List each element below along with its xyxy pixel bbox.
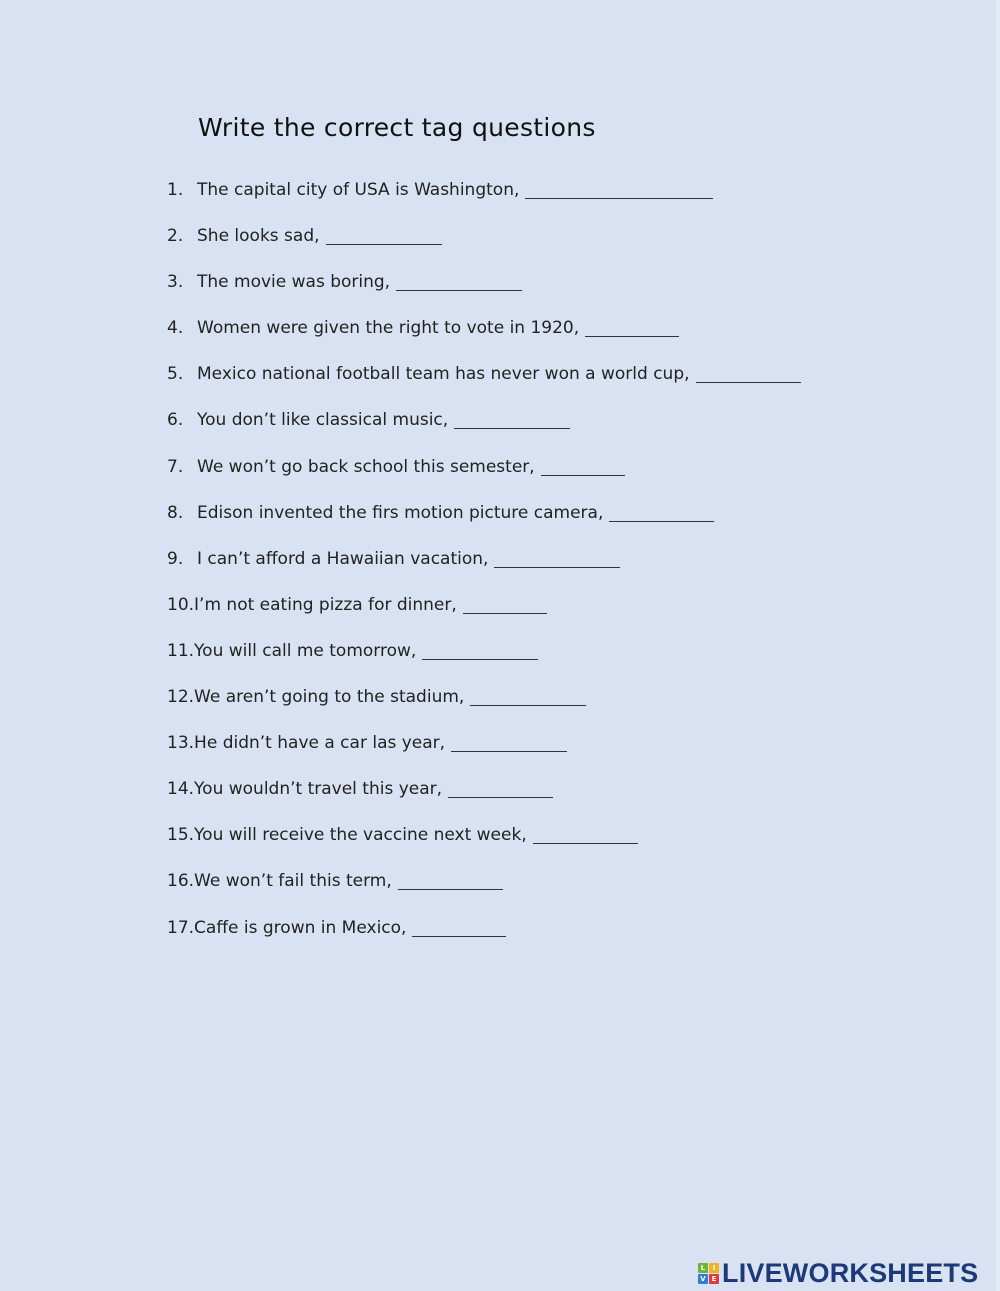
question-item	[167, 180, 801, 226]
logo-tile: V	[698, 1274, 708, 1284]
answer-blank[interactable]	[396, 272, 522, 291]
question-text: He didn’t have a car las year,	[194, 733, 446, 754]
question-number: 7.	[167, 456, 184, 477]
liveworksheets-logo	[698, 1258, 978, 1289]
question-number: 9.	[167, 548, 184, 569]
question-text: Edison invented the firs motion picture camera,	[197, 502, 604, 523]
question-text: We aren’t going to the stadium,	[194, 687, 465, 708]
answer-blank[interactable]	[696, 364, 801, 383]
question-number: 4.	[167, 318, 184, 339]
answer-blank[interactable]	[541, 457, 625, 476]
logo-tile: I	[709, 1263, 719, 1273]
answer-blank[interactable]	[448, 779, 553, 798]
question-item	[167, 918, 801, 964]
question-number: 10.	[167, 594, 195, 615]
question-text: The capital city of USA is Washington,	[197, 180, 520, 200]
question-text: Mexico national football team has never won a world cup,	[197, 364, 690, 385]
answer-blank[interactable]	[398, 871, 503, 890]
question-item	[167, 549, 801, 595]
question-text: We won’t fail this term,	[194, 871, 392, 892]
answer-blank[interactable]	[533, 825, 638, 844]
question-text: I’m not eating pizza for dinner,	[194, 594, 457, 615]
question-number: 12.	[167, 687, 195, 708]
question-text: She looks sad,	[197, 226, 320, 247]
logo-tiles-icon	[698, 1263, 719, 1284]
question-text: You don’t like classical music,	[197, 410, 449, 431]
page-edge	[996, 0, 1000, 1291]
answer-blank[interactable]	[494, 549, 620, 568]
logo-text: LIVEWORKSHEETS	[722, 1258, 979, 1288]
question-text: Women were given the right to vote in 1920,	[197, 318, 580, 339]
question-item	[167, 825, 801, 871]
question-text: I can’t afford a Hawaiian vacation,	[197, 548, 489, 569]
question-item	[167, 318, 801, 364]
answer-blank[interactable]	[454, 410, 570, 429]
question-number: 16.	[167, 871, 195, 892]
answer-blank[interactable]	[451, 733, 567, 752]
question-item	[167, 410, 801, 456]
question-item	[167, 641, 801, 687]
question-item	[167, 595, 801, 641]
question-number: 11.	[167, 640, 195, 661]
question-number: 1.	[167, 180, 184, 200]
answer-blank[interactable]	[326, 226, 442, 245]
question-text: Caffe is grown in Mexico,	[194, 917, 407, 938]
question-number: 3.	[167, 272, 184, 293]
question-item	[167, 364, 801, 410]
question-number: 14.	[167, 779, 195, 800]
question-number: 5.	[167, 364, 184, 385]
question-text: We won’t go back school this semester,	[197, 456, 535, 477]
question-item	[167, 457, 801, 503]
question-number: 6.	[167, 410, 184, 431]
question-number: 8.	[167, 502, 184, 523]
question-text: You will call me tomorrow,	[194, 640, 417, 661]
question-text: The movie was boring,	[197, 272, 391, 293]
answer-blank[interactable]	[585, 318, 679, 337]
answer-blank[interactable]	[525, 180, 713, 199]
answer-blank[interactable]	[609, 503, 714, 522]
question-item	[167, 272, 801, 318]
question-text: You wouldn’t travel this year,	[194, 779, 443, 800]
question-list	[167, 180, 801, 964]
question-item	[167, 687, 801, 733]
question-item	[167, 503, 801, 549]
question-text: You will receive the vaccine next week,	[194, 825, 527, 846]
worksheet-title: Write the correct tag questions	[198, 113, 596, 142]
question-number: 2.	[167, 226, 184, 247]
question-item	[167, 226, 801, 272]
question-item	[167, 871, 801, 917]
answer-blank[interactable]	[422, 641, 538, 660]
answer-blank[interactable]	[463, 595, 547, 614]
answer-blank[interactable]	[412, 918, 506, 937]
question-number: 15.	[167, 825, 195, 846]
logo-tile: E	[709, 1274, 719, 1284]
answer-blank[interactable]	[470, 687, 586, 706]
question-item	[167, 733, 801, 779]
question-item	[167, 779, 801, 825]
logo-tile: L	[698, 1263, 708, 1273]
question-number: 17.	[167, 917, 195, 938]
question-number: 13.	[167, 733, 195, 754]
